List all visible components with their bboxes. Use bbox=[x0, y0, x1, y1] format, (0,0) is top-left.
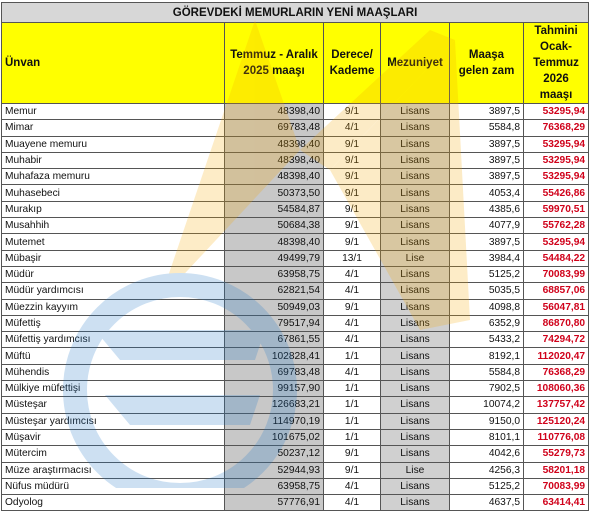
cell-unvan: Murakıp bbox=[2, 201, 225, 217]
cell-tahmini: 59970,51 bbox=[524, 201, 589, 217]
cell-unvan: Müezzin kayyım bbox=[2, 299, 225, 315]
cell-unvan: Muhasebeci bbox=[2, 185, 225, 201]
cell-mezuniyet: Lisans bbox=[381, 348, 450, 364]
cell-tahmini: 76368,29 bbox=[524, 364, 589, 380]
cell-unvan: Müfettiş yardımcısı bbox=[2, 332, 225, 348]
cell-mezuniyet: Lisans bbox=[381, 283, 450, 299]
cell-maas: 101675,02 bbox=[225, 429, 324, 445]
cell-unvan: Mutemet bbox=[2, 234, 225, 250]
cell-zam: 3984,4 bbox=[450, 250, 524, 266]
cell-mezuniyet: Lisans bbox=[381, 299, 450, 315]
cell-mezuniyet: Lisans bbox=[381, 104, 450, 120]
table-row bbox=[2, 413, 589, 429]
cell-mezuniyet: Lisans bbox=[381, 413, 450, 429]
cell-zam: 4077,9 bbox=[450, 218, 524, 234]
cell-derece: 4/1 bbox=[324, 364, 381, 380]
table-row bbox=[2, 364, 589, 380]
cell-unvan: Mülkiye müfettişi bbox=[2, 381, 225, 397]
cell-tahmini: 112020,47 bbox=[524, 348, 589, 364]
table-row bbox=[2, 201, 589, 217]
cell-tahmini: 68857,06 bbox=[524, 283, 589, 299]
cell-mezuniyet: Lisans bbox=[381, 364, 450, 380]
cell-derece: 1/1 bbox=[324, 413, 381, 429]
table-row bbox=[2, 136, 589, 152]
cell-zam: 8101,1 bbox=[450, 429, 524, 445]
cell-maas: 69783,48 bbox=[225, 120, 324, 136]
cell-unvan: Müdür bbox=[2, 266, 225, 282]
cell-tahmini: 58201,18 bbox=[524, 462, 589, 478]
cell-zam: 4385,6 bbox=[450, 201, 524, 217]
cell-derece: 4/1 bbox=[324, 266, 381, 282]
cell-unvan: Müfettiş bbox=[2, 315, 225, 331]
cell-zam: 3897,5 bbox=[450, 136, 524, 152]
cell-derece: 1/1 bbox=[324, 348, 381, 364]
cell-maas: 48398,40 bbox=[225, 136, 324, 152]
cell-derece: 4/1 bbox=[324, 478, 381, 494]
cell-tahmini: 53295,94 bbox=[524, 169, 589, 185]
cell-tahmini: 55426,86 bbox=[524, 185, 589, 201]
cell-mezuniyet: Lise bbox=[381, 250, 450, 266]
cell-tahmini: 53295,94 bbox=[524, 234, 589, 250]
cell-maas: 48398,40 bbox=[225, 152, 324, 168]
cell-maas: 48398,40 bbox=[225, 169, 324, 185]
cell-mezuniyet: Lisans bbox=[381, 315, 450, 331]
cell-maas: 63958,75 bbox=[225, 478, 324, 494]
cell-tahmini: 86870,80 bbox=[524, 315, 589, 331]
cell-tahmini: 137757,42 bbox=[524, 397, 589, 413]
cell-zam: 3897,5 bbox=[450, 234, 524, 250]
cell-maas: 50237,12 bbox=[225, 446, 324, 462]
table-row bbox=[2, 283, 589, 299]
cell-maas: 102828,41 bbox=[225, 348, 324, 364]
cell-unvan: Muayene memuru bbox=[2, 136, 225, 152]
cell-mezuniyet: Lisans bbox=[381, 169, 450, 185]
cell-tahmini: 108060,36 bbox=[524, 381, 589, 397]
cell-maas: 67861,55 bbox=[225, 332, 324, 348]
cell-maas: 52944,93 bbox=[225, 462, 324, 478]
cell-derece: 9/1 bbox=[324, 104, 381, 120]
cell-zam: 5035,5 bbox=[450, 283, 524, 299]
cell-derece: 4/1 bbox=[324, 332, 381, 348]
cell-mezuniyet: Lisans bbox=[381, 185, 450, 201]
cell-derece: 9/1 bbox=[324, 169, 381, 185]
cell-unvan: Mübaşir bbox=[2, 250, 225, 266]
cell-zam: 7902,5 bbox=[450, 381, 524, 397]
cell-maas: 57776,91 bbox=[225, 495, 324, 511]
cell-tahmini: 53295,94 bbox=[524, 152, 589, 168]
cell-zam: 3897,5 bbox=[450, 169, 524, 185]
cell-mezuniyet: Lisans bbox=[381, 218, 450, 234]
column-header-unvan: Ünvan bbox=[2, 23, 225, 104]
cell-zam: 4098,8 bbox=[450, 299, 524, 315]
cell-mezuniyet: Lisans bbox=[381, 397, 450, 413]
cell-derece: 9/1 bbox=[324, 446, 381, 462]
cell-zam: 4637,5 bbox=[450, 495, 524, 511]
table-row bbox=[2, 185, 589, 201]
cell-mezuniyet: Lisans bbox=[381, 478, 450, 494]
header-row bbox=[2, 23, 589, 104]
cell-mezuniyet: Lisans bbox=[381, 201, 450, 217]
cell-unvan: Memur bbox=[2, 104, 225, 120]
cell-derece: 4/1 bbox=[324, 283, 381, 299]
cell-unvan: Musahhih bbox=[2, 218, 225, 234]
cell-tahmini: 110776,08 bbox=[524, 429, 589, 445]
cell-zam: 6352,9 bbox=[450, 315, 524, 331]
table-row bbox=[2, 169, 589, 185]
cell-mezuniyet: Lise bbox=[381, 462, 450, 478]
cell-derece: 9/1 bbox=[324, 462, 381, 478]
cell-derece: 1/1 bbox=[324, 429, 381, 445]
cell-unvan: Müftü bbox=[2, 348, 225, 364]
cell-maas: 114970,19 bbox=[225, 413, 324, 429]
cell-mezuniyet: Lisans bbox=[381, 429, 450, 445]
cell-derece: 9/1 bbox=[324, 152, 381, 168]
cell-mezuniyet: Lisans bbox=[381, 152, 450, 168]
cell-maas: 126683,21 bbox=[225, 397, 324, 413]
cell-derece: 9/1 bbox=[324, 234, 381, 250]
cell-unvan: Müsteşar bbox=[2, 397, 225, 413]
cell-tahmini: 53295,94 bbox=[524, 104, 589, 120]
table-row bbox=[2, 315, 589, 331]
title-row bbox=[2, 3, 589, 23]
table-row bbox=[2, 429, 589, 445]
table-row bbox=[2, 332, 589, 348]
cell-zam: 3897,5 bbox=[450, 152, 524, 168]
cell-maas: 69783,48 bbox=[225, 364, 324, 380]
cell-tahmini: 56047,81 bbox=[524, 299, 589, 315]
cell-maas: 48398,40 bbox=[225, 104, 324, 120]
cell-derece: 13/1 bbox=[324, 250, 381, 266]
cell-mezuniyet: Lisans bbox=[381, 234, 450, 250]
cell-derece: 1/1 bbox=[324, 397, 381, 413]
cell-unvan: Mimar bbox=[2, 120, 225, 136]
cell-unvan: Mütercim bbox=[2, 446, 225, 462]
cell-mezuniyet: Lisans bbox=[381, 495, 450, 511]
cell-mezuniyet: Lisans bbox=[381, 136, 450, 152]
cell-zam: 9150,0 bbox=[450, 413, 524, 429]
cell-unvan: Müsteşar yardımcısı bbox=[2, 413, 225, 429]
cell-maas: 50684,38 bbox=[225, 218, 324, 234]
cell-maas: 99157,90 bbox=[225, 381, 324, 397]
cell-mezuniyet: Lisans bbox=[381, 120, 450, 136]
table-row bbox=[2, 218, 589, 234]
cell-mezuniyet: Lisans bbox=[381, 266, 450, 282]
cell-tahmini: 63414,41 bbox=[524, 495, 589, 511]
table-row bbox=[2, 266, 589, 282]
cell-zam: 5584,8 bbox=[450, 120, 524, 136]
cell-derece: 9/1 bbox=[324, 185, 381, 201]
cell-tahmini: 55279,73 bbox=[524, 446, 589, 462]
table-row bbox=[2, 478, 589, 494]
cell-derece: 1/1 bbox=[324, 381, 381, 397]
cell-tahmini: 70083,99 bbox=[524, 478, 589, 494]
cell-maas: 50373,50 bbox=[225, 185, 324, 201]
cell-mezuniyet: Lisans bbox=[381, 446, 450, 462]
cell-derece: 9/1 bbox=[324, 299, 381, 315]
cell-tahmini: 76368,29 bbox=[524, 120, 589, 136]
table-row bbox=[2, 152, 589, 168]
cell-tahmini: 74294,72 bbox=[524, 332, 589, 348]
table-row bbox=[2, 250, 589, 266]
cell-zam: 3897,5 bbox=[450, 104, 524, 120]
cell-zam: 4053,4 bbox=[450, 185, 524, 201]
cell-zam: 8192,1 bbox=[450, 348, 524, 364]
cell-tahmini: 54484,22 bbox=[524, 250, 589, 266]
cell-derece: 9/1 bbox=[324, 218, 381, 234]
cell-unvan: Odyolog bbox=[2, 495, 225, 511]
cell-maas: 50949,03 bbox=[225, 299, 324, 315]
cell-zam: 5125,2 bbox=[450, 266, 524, 282]
cell-maas: 79517,94 bbox=[225, 315, 324, 331]
cell-mezuniyet: Lisans bbox=[381, 332, 450, 348]
column-header-maas: Temmuz - Aralık 2025 maaşı bbox=[225, 23, 324, 104]
table-row bbox=[2, 495, 589, 511]
cell-mezuniyet: Lisans bbox=[381, 381, 450, 397]
cell-unvan: Müze araştırmacısı bbox=[2, 462, 225, 478]
cell-derece: 9/1 bbox=[324, 201, 381, 217]
table-title: GÖREVDEKİ MEMURLARIN YENİ MAAŞLARI bbox=[2, 3, 589, 23]
cell-zam: 5433,2 bbox=[450, 332, 524, 348]
cell-unvan: Nüfus müdürü bbox=[2, 478, 225, 494]
cell-maas: 48398,40 bbox=[225, 234, 324, 250]
cell-unvan: Müşavir bbox=[2, 429, 225, 445]
cell-maas: 63958,75 bbox=[225, 266, 324, 282]
table-row bbox=[2, 104, 589, 120]
cell-unvan: Muhafaza memuru bbox=[2, 169, 225, 185]
salary-table bbox=[1, 2, 589, 511]
cell-zam: 4256,3 bbox=[450, 462, 524, 478]
cell-derece: 4/1 bbox=[324, 315, 381, 331]
cell-unvan: Müdür yardımcısı bbox=[2, 283, 225, 299]
table-row bbox=[2, 462, 589, 478]
cell-zam: 5125,2 bbox=[450, 478, 524, 494]
cell-unvan: Muhabir bbox=[2, 152, 225, 168]
cell-zam: 5584,8 bbox=[450, 364, 524, 380]
table-row bbox=[2, 348, 589, 364]
cell-tahmini: 55762,28 bbox=[524, 218, 589, 234]
cell-derece: 4/1 bbox=[324, 120, 381, 136]
cell-tahmini: 125120,24 bbox=[524, 413, 589, 429]
cell-zam: 10074,2 bbox=[450, 397, 524, 413]
cell-tahmini: 70083,99 bbox=[524, 266, 589, 282]
table-row bbox=[2, 397, 589, 413]
cell-maas: 54584,87 bbox=[225, 201, 324, 217]
table-row bbox=[2, 234, 589, 250]
table-row bbox=[2, 299, 589, 315]
table-row bbox=[2, 381, 589, 397]
column-header-zam: Maaşa gelen zam bbox=[450, 23, 524, 104]
cell-unvan: Mühendis bbox=[2, 364, 225, 380]
cell-tahmini: 53295,94 bbox=[524, 136, 589, 152]
column-header-mezuniyet: Mezuniyet bbox=[381, 23, 450, 104]
cell-derece: 4/1 bbox=[324, 495, 381, 511]
cell-derece: 9/1 bbox=[324, 136, 381, 152]
table-row bbox=[2, 120, 589, 136]
cell-maas: 49499,79 bbox=[225, 250, 324, 266]
table-row bbox=[2, 446, 589, 462]
column-header-derece: Derece/ Kademe bbox=[324, 23, 381, 104]
cell-maas: 62821,54 bbox=[225, 283, 324, 299]
column-header-tahmini: Tahmini Ocak-Temmuz 2026 maaşı bbox=[524, 23, 589, 104]
cell-zam: 4042,6 bbox=[450, 446, 524, 462]
